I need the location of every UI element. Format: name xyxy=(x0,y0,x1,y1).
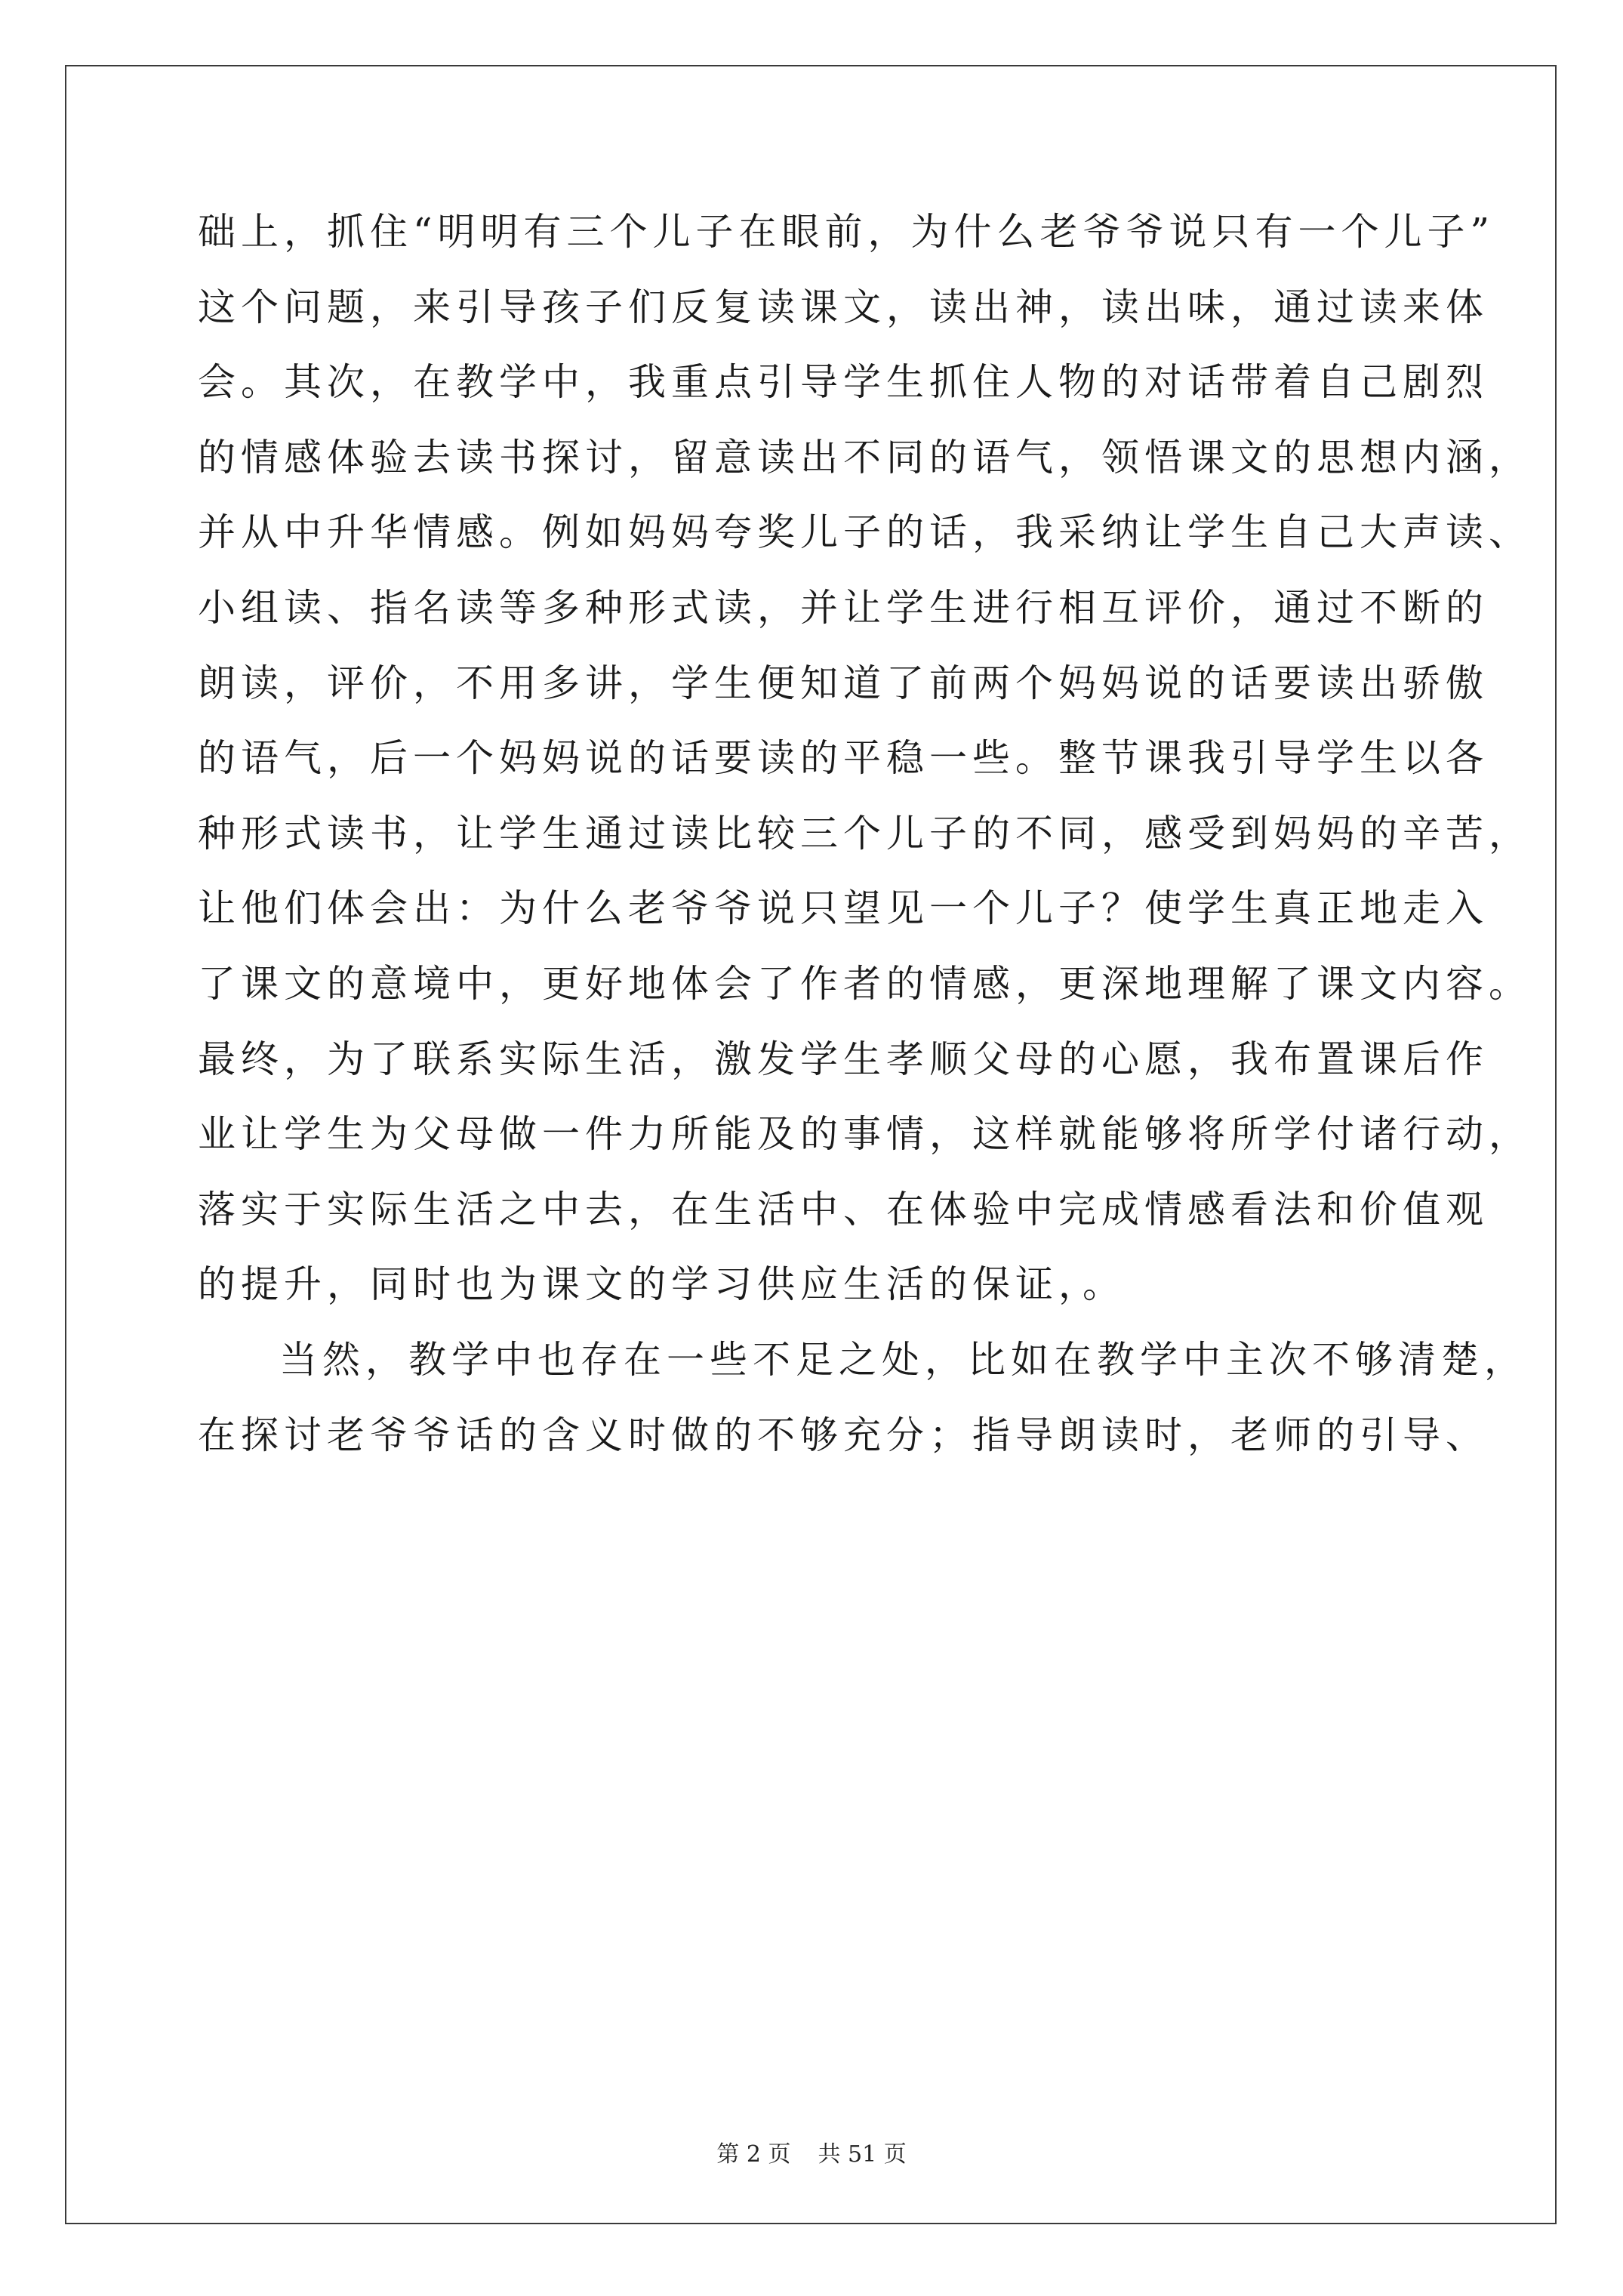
paragraph-line: 业让学生为父母做一件力所能及的事情，这样就能够将所学付诸行动， xyxy=(198,1112,1532,1157)
paragraph-line: 在探讨老爷爷话的含义时做的不够充分；指导朗读时，老师的引导、 xyxy=(198,1413,1489,1457)
paragraph-line: 础上，抓住“明明有三个儿子在眼前，为什么老爷爷说只有一个儿子” xyxy=(198,210,1495,254)
paragraph-line: 了课文的意境中，更好地体会了作者的情感，更深地理解了课文内容。 xyxy=(198,961,1532,1006)
paragraph-line: 的提升，同时也为课文的学习供应生活的保证，。 xyxy=(198,1262,1126,1307)
page-footer xyxy=(0,2140,1623,2170)
page-total: 共 51 页 xyxy=(818,2141,907,2168)
paragraph-line: 落实于实际生活之中去，在生活中、在体验中完成情感看法和价值观 xyxy=(198,1187,1489,1231)
paragraph-line: 种形式读书，让学生通过读比较三个儿子的不同，感受到妈妈的辛苦， xyxy=(198,811,1532,855)
paragraph-line: 小组读、指名读等多种形式读，并让学生进行相互评价，通过不断的 xyxy=(198,585,1489,630)
paragraph-line: 这个问题，来引导孩子们反复读课文，读出神，读出味，通过读来体 xyxy=(198,285,1489,329)
paragraph-line: 并从中升华情感。例如妈妈夸奖儿子的话，我采纳让学生自己大声读、 xyxy=(198,510,1532,555)
paragraph-line: 的语气，后一个妈妈说的话要读的平稳一些。整节课我引导学生以各 xyxy=(198,736,1489,781)
paragraph-line: 当然，教学中也存在一些不足之处，比如在教学中主次不够清楚， xyxy=(279,1337,1527,1382)
page-number: 第 2 页 xyxy=(716,2141,791,2168)
paragraph-line: 让他们体会出：为什么老爷爷说只望见一个儿子？使学生真正地走入 xyxy=(198,886,1489,931)
paragraph-line: 最终，为了联系实际生活，激发学生孝顺父母的心愿，我布置课后作 xyxy=(198,1037,1489,1081)
paragraph-line: 朗读，评价，不用多讲，学生便知道了前两个妈妈说的话要读出骄傲 xyxy=(198,661,1489,705)
paragraph-line: 的情感体验去读书探讨，留意读出不同的语气，领悟课文的思想内涵， xyxy=(198,435,1532,479)
paragraph-line: 会。其次，在教学中，我重点引导学生抓住人物的对话带着自己剧烈 xyxy=(198,360,1489,405)
document-body xyxy=(198,195,1532,1473)
